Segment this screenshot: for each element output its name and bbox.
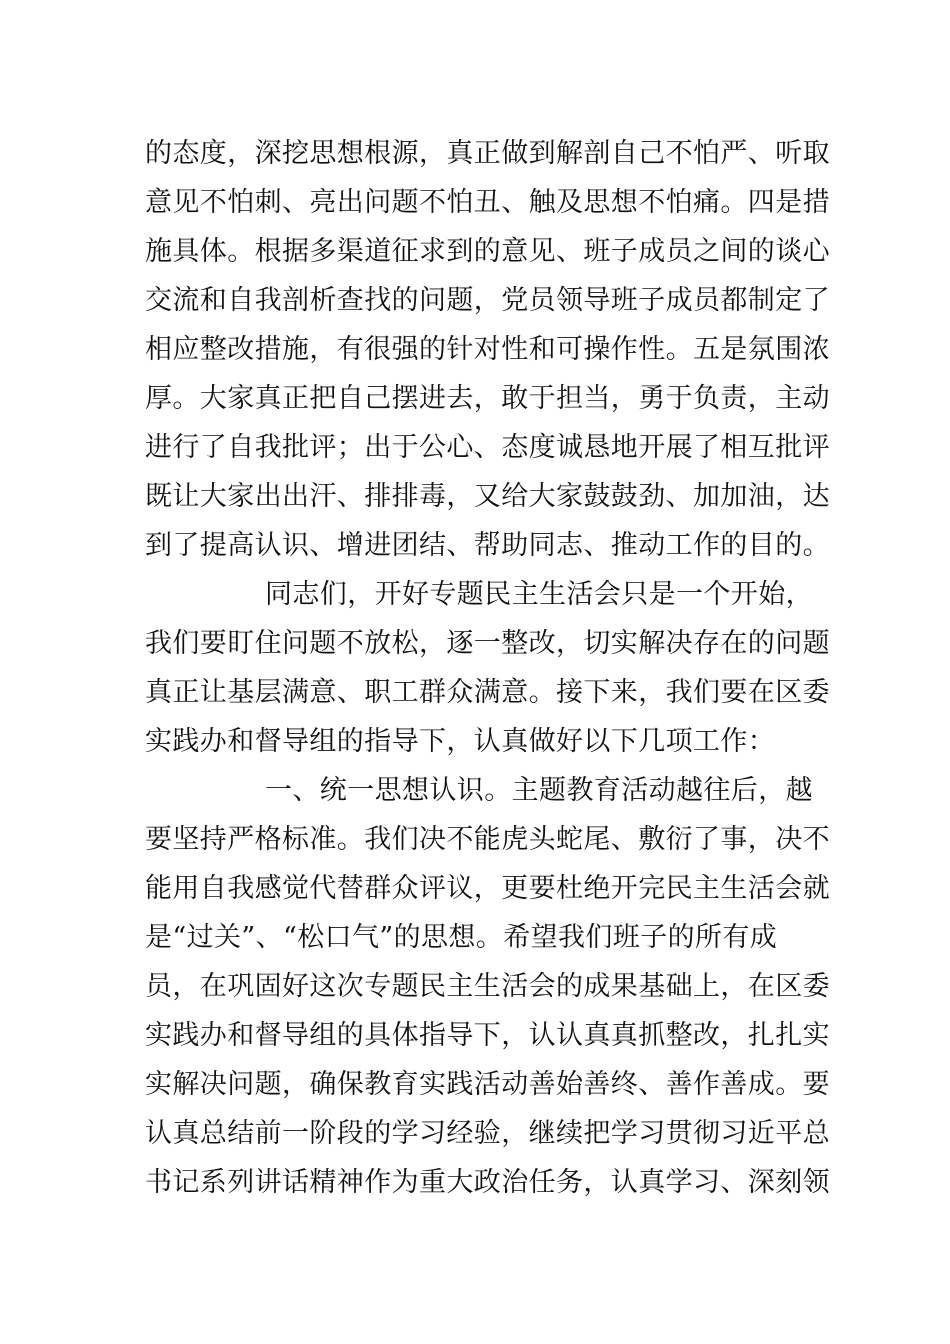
text-line: 厚。大家真正把自己摆进去，敢于担当，勇于负责，主动 [145,383,830,414]
text-line: 真正让基层满意、职工群众满意。接下来，我们要在区委 [145,677,830,708]
text-line: 到了提高认识、增进团结、帮助同志、推动工作的目的。 [145,530,830,561]
text-line: 实践办和督导组的具体指导下，认认真真抓整改，扎扎实 [145,1020,830,1051]
text-line: 相应整改措施，有很强的针对性和可操作性。五是氛围浓 [145,334,830,365]
text-line: 交流和自我剖析查找的问题，党员领导班子成员都制定了 [145,285,830,316]
text-line: 进行了自我批评；出于公心、态度诚恳地开展了相互批评 [145,432,830,463]
text-line: 既让大家出出汗、排排毒，又给大家鼓鼓劲、加加油，达 [145,481,830,512]
text-line: 员，在巩固好这次专题民主生活会的成果基础上，在区委 [145,971,830,1002]
paragraph-start-line: 同志们，开好专题民主生活会只是一个开始， [265,579,813,610]
text-line: 认真总结前一阶段的学习经验，继续把学习贯彻习近平总 [145,1118,830,1149]
document-body [145,129,865,1207]
text-line: 是“过关”、“松口气”的思想。希望我们班子的所有成 [145,922,778,953]
paragraph-start-line: 一、统一思想认识。主题教育活动越往后，越 [265,775,813,806]
text-line: 实解决问题，确保教育实践活动善始善终、善作善成。要 [145,1069,830,1100]
text-line: 施具体。根据多渠道征求到的意见、班子成员之间的谈心 [145,236,830,267]
text-line: 能用自我感觉代替群众评议，更要杜绝开完民主生活会就 [145,873,830,904]
text-line: 我们要盯住问题不放松，逐一整改，切实解决存在的问题 [145,628,830,659]
text-line: 书记系列讲话精神作为重大政治任务，认真学习、深刻领 [145,1167,830,1198]
text-line: 要坚持严格标准。我们决不能虎头蛇尾、敷衍了事，决不 [145,824,830,855]
text-line: 实践办和督导组的指导下，认真做好以下几项工作： [145,726,776,757]
text-line: 的态度，深挖思想根源，真正做到解剖自己不怕严、听取 [145,138,830,169]
text-line: 意见不怕刺、亮出问题不怕丑、触及思想不怕痛。四是措 [145,187,830,218]
